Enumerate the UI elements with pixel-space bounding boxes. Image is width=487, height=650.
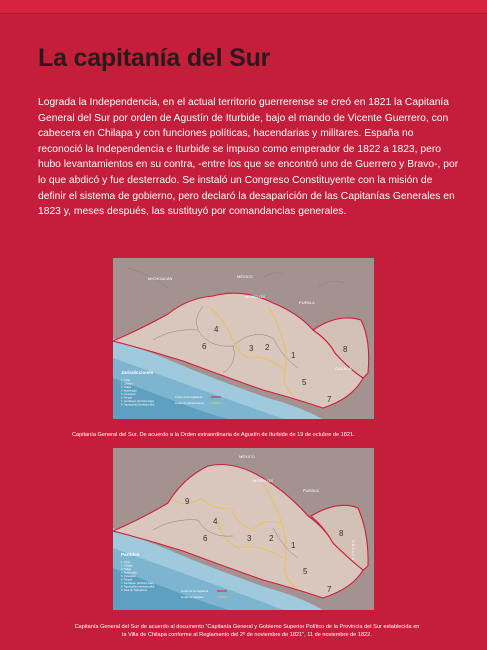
map1-legend-item: 3. Tlalpa — [121, 386, 131, 389]
map1-number-8: 8 — [343, 345, 348, 354]
map1-line-legend-jurisdiccion: Límite de jurisdicciones — [175, 401, 205, 405]
map1-legend-title: Jurisdicciones — [121, 370, 154, 375]
map2-legend-item: 1. Tixtla — [121, 561, 130, 564]
map1-state-oaxaca: OAXACA — [335, 366, 352, 371]
map2-number-3: 3 — [247, 534, 252, 543]
map2-legend-item: 5. Ometepec — [121, 575, 136, 578]
map1-legend-item: 1. Tixtla — [121, 379, 130, 382]
map1-legend-item: 2. Chilapa — [121, 382, 133, 386]
map2-line-legend-partido: Límite de partidos — [181, 595, 204, 599]
map2-legend-item: 7. Jamiltepec (territorio bajo) — [121, 582, 154, 585]
map2-legend-item: 3. Tlalpa — [121, 568, 131, 571]
map2-legend-item: 6. Tecpan — [121, 578, 133, 582]
map1-line-legend-capitania: Límite de la Capitanía — [175, 395, 203, 399]
map2-line-legend-capitania: Límite de la Capitanía — [181, 589, 209, 593]
map2-legend-title: Partidos — [121, 552, 140, 557]
map2-caption: Capitanía General del Sur de acuerdo al documento “Capitanía General y Gobierno Superior Político de la Provincia del Sur establecida en la Villa de Chilapa conforme al Reglamento del 2º de noviembre de 1821”, 11 de noviembre de 1822. — [74, 624, 420, 638]
map1-number-6: 6 — [202, 342, 207, 351]
map-partidos — [113, 448, 374, 610]
map2-legend-item: 2. Chilapa — [121, 564, 133, 568]
map1-legend-item: 7. Jamiltepec (territorio bajo) — [121, 400, 154, 403]
map2-state-morelos: MORELOS — [253, 478, 274, 483]
map1-legend-item: 6. Tecpan — [121, 396, 133, 400]
map2-state-oaxaca-label: OAXACA — [351, 540, 355, 561]
map2-number-2: 2 — [269, 534, 274, 543]
map1-state-michoacan: MICHOACÁN — [148, 276, 173, 281]
map1-number-3: 3 — [249, 344, 254, 353]
page-title — [38, 44, 270, 73]
map1-number-2: 2 — [265, 343, 270, 352]
map2-number-9: 9 — [185, 497, 190, 506]
map2-legend-item: 9. Real de Tlalpujahua — [121, 589, 147, 592]
map1-legend-item: 4. Apatzingán — [121, 389, 137, 393]
body-paragraph: Lograda la Independencia, en el actual territorio guerrerense se creó en 1821 la Capitanía General del Sur por orden de Agustín de Iturbide, bajo el mando de Vicente Guerrero, con cabecera en Chilapa y con funciones políticas, hacendarias y militares. España no reconoció la Independencia e Iturbide se impuso como emperador de 1822 a 1823, pero hubo levantamientos en su contra, -entre los que se encontró uno de Guerrero y Bravo-, por lo que abdicó y fue desterrado. Se instaló un Congreso Constituyente con la misión de definir el sistema de gobierno, pero declaró la desaparición de las Capitanías Generales en 1823 y, meses después, las sustituyó por comandancias generales. — [38, 97, 459, 218]
map1-state-mexico: MÉXICO — [237, 274, 253, 279]
map1-state-morelos: MORELOS — [245, 294, 266, 299]
map1-legend-item: 8. Teposcolula (territorio alto) — [121, 403, 155, 407]
map-partidos-svg — [113, 448, 374, 610]
map2-number-8: 8 — [339, 529, 344, 538]
map2-number-1: 1 — [291, 541, 296, 550]
map-jurisdicciones-svg — [113, 258, 374, 419]
map2-number-4: 4 — [213, 517, 218, 526]
map2-number-5: 5 — [303, 567, 308, 576]
map2-legend-item: 8. Teposcolula (territorio alto) — [121, 585, 155, 589]
map2-number-6: 6 — [203, 534, 208, 543]
map1-number-4: 4 — [214, 325, 219, 334]
map1-number-1: 1 — [291, 351, 296, 360]
title-bold: del Sur — [186, 44, 271, 72]
map1-state-puebla: PUEBLA — [299, 300, 315, 305]
map-jurisdicciones — [113, 258, 374, 419]
map2-state-oaxaca — [351, 540, 355, 561]
map1-legend-item: 5. Ometepec — [121, 393, 136, 396]
map2-number-7: 7 — [327, 585, 332, 594]
title-regular: La capitanía — [38, 44, 187, 72]
map2-legend-item: 4. Apatzingán — [121, 571, 137, 575]
map1-number-5: 5 — [302, 378, 307, 387]
map2-state-puebla: PUEBLA — [303, 488, 319, 493]
map2-state-mexico: MÉXICO — [239, 454, 255, 459]
map1-number-7: 7 — [327, 395, 332, 404]
map1-caption: Capitanía General del Sur. De acuerdo a la Orden extraordinaria de Agustín de Iturbide de 19 de octubre de 1821. — [72, 432, 355, 438]
top-band — [0, 0, 487, 14]
